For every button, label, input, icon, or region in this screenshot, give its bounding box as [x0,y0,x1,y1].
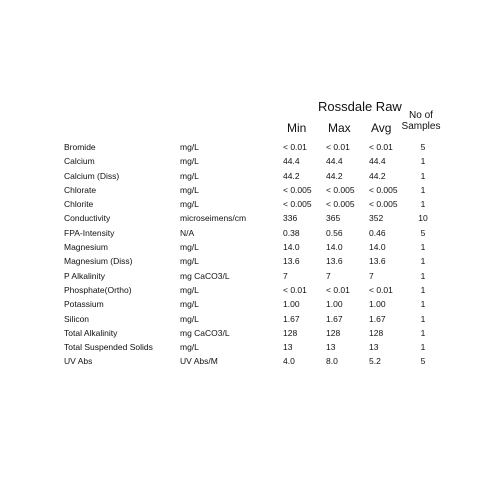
sample-count: 1 [420,184,426,195]
parameter-unit: mg CaCO3/L [180,270,230,281]
samples-header-line2: Samples [401,121,441,132]
max-value: < 0.01 [326,142,350,152]
parameter-unit: mg CaCO3/L [180,327,230,338]
min-value: < 0.005 [283,199,312,210]
min-header: Min [287,121,307,135]
site-title: Rossdale Raw [318,99,402,114]
sample-count: 1 [420,256,426,267]
sample-count: 5 [420,227,426,238]
parameter-unit: mg/L [180,170,199,181]
table-row [0,269,500,283]
min-value: 128 [283,327,298,338]
parameter-name: Chlorate [64,184,97,195]
table-row [0,326,500,340]
parameter-unit: N/A [180,227,195,238]
min-value: 14.0 [283,242,300,253]
parameter-unit: mg/L [180,299,199,310]
max-value: 365 [326,213,341,224]
table-row [0,154,500,168]
min-value: < 0.01 [283,284,307,295]
table-row [0,340,500,354]
parameter-name: P Alkalinity [64,270,105,281]
sample-count: 1 [420,313,426,324]
avg-value: < 0.01 [369,284,393,295]
sample-count: 1 [420,170,426,181]
sample-count: 10 [418,213,428,224]
min-value: 44.4 [283,156,300,167]
parameter-name: Calcium (Diss) [64,170,120,181]
min-value: 1.67 [283,313,300,324]
table-row [0,226,500,240]
avg-value: < 0.005 [369,184,398,195]
parameter-name: Total Alkalinity [64,327,118,338]
parameter-name: Magnesium (Diss) [64,256,133,267]
sample-count: 1 [420,199,426,210]
parameter-unit: microseimens/cm [180,213,247,224]
table-row [0,312,500,326]
sample-count: 1 [420,156,426,167]
min-value: 44.2 [283,170,300,181]
table-row [0,254,500,268]
table-row [0,240,500,254]
table-row [0,211,500,225]
avg-value: 352 [369,213,384,224]
parameter-unit: mg/L [180,242,199,253]
table-row [0,140,500,154]
max-header: Max [328,121,351,135]
avg-value: 0.46 [369,227,386,238]
min-value: 1.00 [283,299,300,310]
avg-header: Avg [371,121,392,135]
max-value: 44.4 [326,156,343,167]
parameter-name: Conductivity [64,213,111,224]
parameter-name: Phosphate(Ortho) [64,284,132,295]
table-row [0,354,500,368]
sample-count: 1 [420,342,426,353]
min-value: 13.6 [283,256,300,267]
table-row [0,169,500,183]
parameter-name: Potassium [64,299,104,310]
parameter-name: Magnesium [64,242,108,253]
parameter-name: Chlorite [64,199,94,210]
min-value: 7 [283,270,288,281]
table-row [0,283,500,297]
table-row [0,197,500,211]
avg-value: 44.4 [369,156,386,167]
parameter-unit: mg/L [180,199,199,210]
max-value: 7 [326,270,331,281]
max-value: 14.0 [326,242,343,253]
max-value: < 0.01 [326,284,350,295]
max-value: 1.67 [326,313,343,324]
parameter-unit: UV Abs/M [180,356,218,367]
sample-count: 5 [420,142,426,152]
min-value: 13 [283,342,293,353]
max-value: 1.00 [326,299,343,310]
avg-value: 7 [369,270,374,281]
avg-value: 13.6 [369,256,386,267]
parameter-table [0,140,500,369]
table-row [0,297,500,311]
parameter-unit: mg/L [180,184,199,195]
parameter-unit: mg/L [180,142,199,152]
max-value: 128 [326,327,341,338]
max-value: 13 [326,342,336,353]
min-value: < 0.005 [283,184,312,195]
samples-header [398,110,444,132]
avg-value: 1.00 [369,299,386,310]
parameter-unit: mg/L [180,313,199,324]
parameter-unit: mg/L [180,284,199,295]
max-value: 8.0 [326,356,338,367]
avg-value: 5.2 [369,356,381,367]
table-row [0,183,500,197]
sample-count: 1 [420,299,426,310]
avg-value: < 0.01 [369,142,393,152]
parameter-name: Total Suspended Solids [64,342,153,353]
avg-value: 44.2 [369,170,386,181]
avg-value: 14.0 [369,242,386,253]
max-value: 13.6 [326,256,343,267]
samples-header-line1: No of [409,110,433,121]
parameter-unit: mg/L [180,156,199,167]
parameter-name: Silicon [64,313,90,324]
parameter-unit: mg/L [180,342,199,353]
parameter-unit: mg/L [180,256,199,267]
min-value: 336 [283,213,298,224]
min-value: < 0.01 [283,142,307,152]
sample-count: 1 [420,270,426,281]
avg-value: 13 [369,342,379,353]
avg-value: 128 [369,327,384,338]
avg-value: 1.67 [369,313,386,324]
avg-value: < 0.005 [369,199,398,210]
parameter-name: Bromide [64,142,96,152]
min-value: 4.0 [283,356,295,367]
sample-count: 1 [420,284,426,295]
parameter-name: Calcium [64,156,95,167]
sample-count: 1 [420,242,426,253]
max-value: < 0.005 [326,184,355,195]
parameter-name: UV Abs [64,356,93,367]
parameter-name: FPA-Intensity [64,227,115,238]
max-value: 0.56 [326,227,343,238]
max-value: 44.2 [326,170,343,181]
min-value: 0.38 [283,227,300,238]
sample-count: 1 [420,327,426,338]
max-value: < 0.005 [326,199,355,210]
sample-count: 5 [420,356,426,367]
